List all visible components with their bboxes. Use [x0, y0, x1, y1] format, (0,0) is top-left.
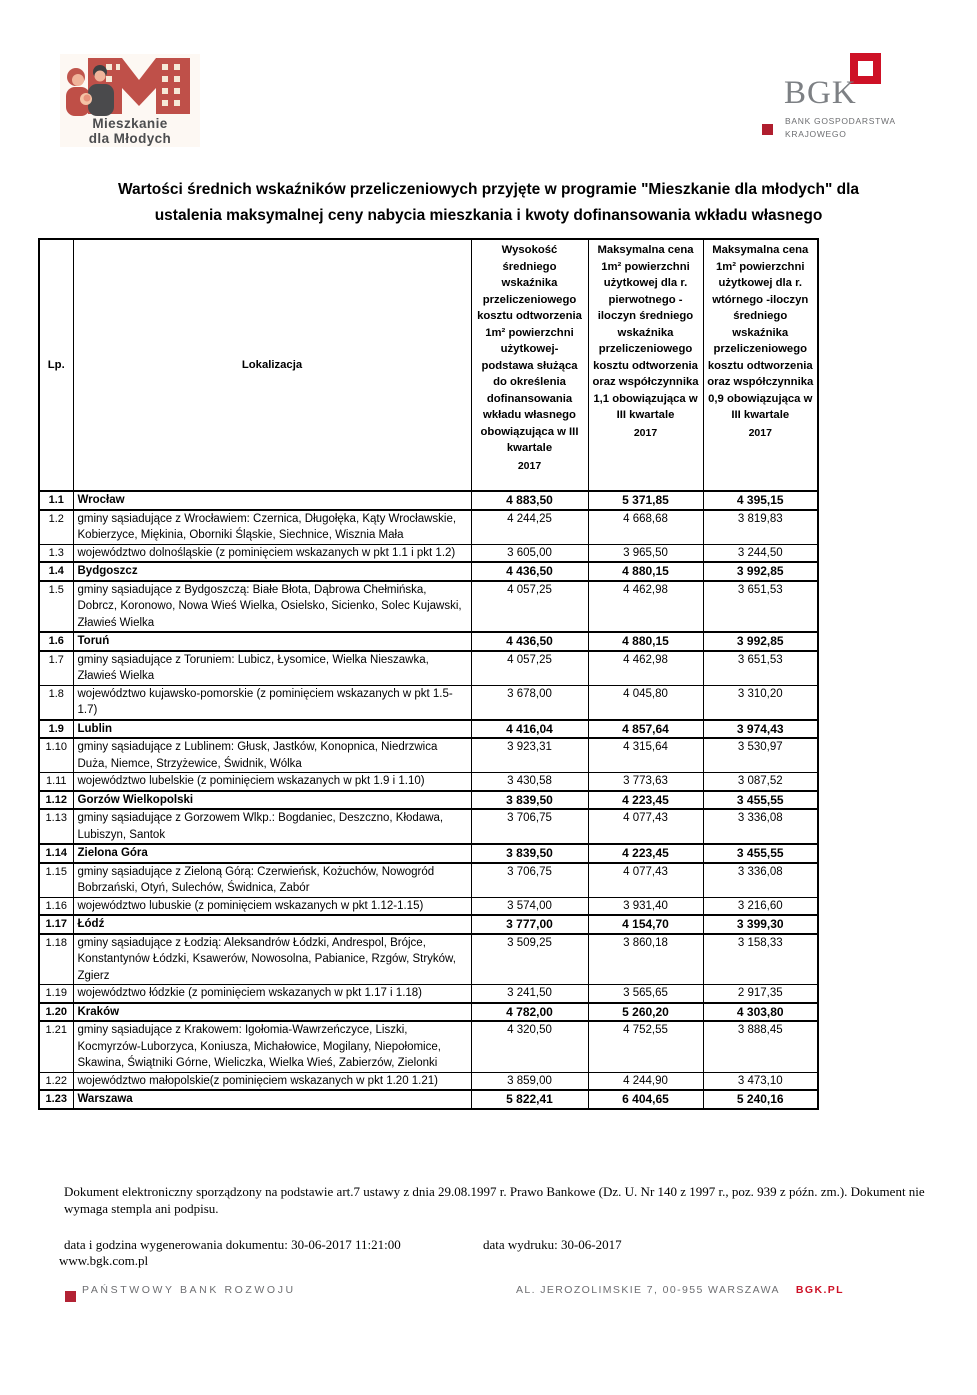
row-value-max-primary: 4 462,98 — [588, 651, 703, 686]
row-value-avg-indicator: 4 320,50 — [471, 1021, 588, 1072]
row-lp: 1.5 — [39, 581, 73, 633]
table-row — [39, 985, 818, 1003]
row-value-max-primary: 3 965,50 — [588, 544, 703, 562]
row-value-avg-indicator: 3 777,00 — [471, 915, 588, 934]
bank-tagline: PAŃSTWOWY BANK ROZWOJU — [82, 1284, 296, 1296]
row-location: województwo kujawsko-pomorskie (z pominięciem wskazanych w pkt 1.5-1.7) — [73, 685, 471, 720]
row-value-max-primary: 4 462,98 — [588, 581, 703, 633]
row-value-max-primary: 5 260,20 — [588, 1003, 703, 1022]
table-header-row — [39, 239, 818, 491]
row-location: gminy sąsiadujące z Bydgoszczą: Białe Błota, Dąbrowa Chełmińska, Dobrcz, Koronowo, Nowa Wieś Wielka, Osielsko, Sicienko, Solec Kujawski, Zławieś Wielka — [73, 581, 471, 633]
row-value-max-primary: 4 045,80 — [588, 685, 703, 720]
row-lp: 1.22 — [39, 1072, 73, 1090]
bank-address: AL. JEROZOLIMSKIE 7, 00-955 WARSZAWA — [515, 1284, 780, 1296]
row-value-max-secondary: 3 888,45 — [703, 1021, 818, 1072]
table-row — [39, 844, 818, 863]
mdm-logo-name-line1: Mieszkanie — [92, 116, 168, 131]
bgk-name-line2: KRAJOWEGO — [785, 128, 847, 139]
table-row — [39, 738, 818, 773]
row-lp: 1.9 — [39, 720, 73, 739]
row-value-avg-indicator: 3 706,75 — [471, 809, 588, 844]
row-value-max-secondary: 3 992,85 — [703, 632, 818, 651]
row-lp: 1.3 — [39, 544, 73, 562]
table-body — [39, 491, 818, 1109]
header-lp: Lp. — [39, 239, 73, 491]
table-row — [39, 1090, 818, 1109]
row-lp: 1.13 — [39, 809, 73, 844]
row-value-max-secondary: 3 087,52 — [703, 773, 818, 791]
row-value-max-primary: 4 880,15 — [588, 562, 703, 581]
row-location: Gorzów Wielkopolski — [73, 791, 471, 810]
row-value-max-secondary: 3 974,43 — [703, 720, 818, 739]
row-value-max-secondary: 3 530,97 — [703, 738, 818, 773]
row-lp: 1.16 — [39, 897, 73, 915]
row-value-max-primary: 4 857,64 — [588, 720, 703, 739]
row-location: Bydgoszcz — [73, 562, 471, 581]
row-lp: 1.17 — [39, 915, 73, 934]
bgk-domain: BGK.PL — [795, 1284, 844, 1296]
table-row — [39, 562, 818, 581]
row-location: Kraków — [73, 1003, 471, 1022]
row-value-max-primary: 3 931,40 — [588, 897, 703, 915]
table-row — [39, 720, 818, 739]
row-value-max-secondary: 3 455,55 — [703, 844, 818, 863]
row-value-avg-indicator: 4 883,50 — [471, 491, 588, 510]
table-row — [39, 581, 818, 633]
row-value-max-primary: 4 315,64 — [588, 738, 703, 773]
row-lp: 1.21 — [39, 1021, 73, 1072]
bgk-name — [785, 115, 896, 141]
row-lp: 1.10 — [39, 738, 73, 773]
row-value-avg-indicator: 4 057,25 — [471, 651, 588, 686]
footer-right — [516, 1284, 844, 1296]
row-value-max-primary: 3 773,63 — [588, 773, 703, 791]
row-location: Toruń — [73, 632, 471, 651]
row-value-max-primary: 4 077,43 — [588, 863, 703, 898]
row-value-max-secondary: 2 917,35 — [703, 985, 818, 1003]
row-lp: 1.20 — [39, 1003, 73, 1022]
legal-note: Dokument elektroniczny sporządzony na podstawie art.7 ustawy z dnia 29.08.1997 r. Prawo Bankowe (Dz. U. Nr 140 z 1997 r., poz. 939 z późn. zm.). Dokument nie wymaga stempla ani podpisu. — [64, 1184, 925, 1216]
row-value-max-primary: 3 565,65 — [588, 985, 703, 1003]
row-location: gminy sąsiadujące z Lublinem: Głusk, Jastków, Konopnica, Niedrzwica Duża, Niemce, Strzyżewice, Świdnik, Wólka — [73, 738, 471, 773]
header-avg-indicator-year: 2017 — [517, 459, 542, 472]
row-lp: 1.12 — [39, 791, 73, 810]
table-row — [39, 934, 818, 985]
row-value-avg-indicator: 3 923,31 — [471, 738, 588, 773]
row-value-avg-indicator: 3 839,50 — [471, 791, 588, 810]
row-location: województwo lubelskie (z pominięciem wskazanych w pkt 1.9 i 1.10) — [73, 773, 471, 791]
row-value-avg-indicator: 4 244,25 — [471, 510, 588, 545]
row-location: gminy sąsiadujące z Gorzowem Wlkp.: Bogdaniec, Deszczno, Kłodawa, Lubiszyn, Santok — [73, 809, 471, 844]
website-url: www.bgk.com.pl — [59, 1253, 149, 1268]
row-value-max-secondary: 3 158,33 — [703, 934, 818, 985]
mdm-logo-icon — [60, 54, 200, 116]
row-location: gminy sąsiadujące z Toruniem: Lubicz, Łysomice, Wielka Nieszawka, Zławieś Wielka — [73, 651, 471, 686]
row-lp: 1.2 — [39, 510, 73, 545]
header-max-secondary-year: 2017 — [748, 426, 772, 439]
row-value-max-secondary: 3 651,53 — [703, 651, 818, 686]
row-lp: 1.23 — [39, 1090, 73, 1109]
row-value-max-primary: 4 223,45 — [588, 844, 703, 863]
row-value-max-secondary: 5 240,16 — [703, 1090, 818, 1109]
document-title-line2: ustalenia maksymalnej ceny nabycia mieszkania i kwoty dofinansowania wkładu własnego — [154, 207, 823, 224]
row-value-max-secondary: 3 336,08 — [703, 863, 818, 898]
row-lp: 1.6 — [39, 632, 73, 651]
print-date: data wydruku: 30-06-2017 — [483, 1237, 622, 1252]
row-value-avg-indicator: 3 574,00 — [471, 897, 588, 915]
table-row — [39, 544, 818, 562]
row-location: gminy sąsiadujące z Krakowem: Igołomia-Wawrzeńczyce, Liszki, Kocmyrzów-Luborzyca, Koniusza, Michałowice, Mogilany, Niepołomice, Skawina, Świątniki Górne, Wieliczka, Wielka Wieś, Zabierzów, Zielonki — [73, 1021, 471, 1072]
table-row — [39, 491, 818, 510]
row-lp: 1.11 — [39, 773, 73, 791]
document-title — [38, 177, 939, 229]
bgk-small-square-icon — [762, 124, 773, 135]
table-row — [39, 632, 818, 651]
row-value-max-secondary: 3 310,20 — [703, 685, 818, 720]
row-value-max-primary: 4 077,43 — [588, 809, 703, 844]
row-value-avg-indicator: 3 839,50 — [471, 844, 588, 863]
row-value-max-primary: 3 860,18 — [588, 934, 703, 985]
row-value-max-secondary: 3 651,53 — [703, 581, 818, 633]
row-value-avg-indicator: 4 436,50 — [471, 562, 588, 581]
table-row — [39, 1072, 818, 1090]
row-value-max-primary: 6 404,65 — [588, 1090, 703, 1109]
mdm-logo-name-line2: dla Młodych — [88, 131, 172, 147]
row-value-max-primary: 4 154,70 — [588, 915, 703, 934]
row-value-max-secondary: 3 244,50 — [703, 544, 818, 562]
mdm-logo — [60, 54, 200, 147]
row-lp: 1.8 — [39, 685, 73, 720]
row-value-max-secondary: 3 455,55 — [703, 791, 818, 810]
row-location: gminy sąsiadujące z Zieloną Górą: Czerwieńsk, Kożuchów, Nowogród Bobrzański, Otyń, Sulechów, Świdnica, Zabór — [73, 863, 471, 898]
row-value-max-secondary: 3 216,60 — [703, 897, 818, 915]
indicators-table — [38, 238, 819, 1110]
row-value-avg-indicator: 3 706,75 — [471, 863, 588, 898]
table-row — [39, 791, 818, 810]
row-location: województwo małopolskie(z pominięciem wskazanych w pkt 1.20 1.21) — [73, 1072, 471, 1090]
header-max-primary — [588, 239, 703, 491]
table-row — [39, 863, 818, 898]
row-value-max-secondary: 3 399,30 — [703, 915, 818, 934]
bgk-name-line1: BANK GOSPODARSTWA — [785, 116, 896, 126]
row-value-max-primary: 4 223,45 — [588, 791, 703, 810]
row-location: Wrocław — [73, 491, 471, 510]
row-location: Zielona Góra — [73, 844, 471, 863]
row-lp: 1.18 — [39, 934, 73, 985]
table-header — [39, 239, 818, 491]
row-value-max-primary: 4 880,15 — [588, 632, 703, 651]
row-value-avg-indicator: 3 430,58 — [471, 773, 588, 791]
row-value-max-secondary: 4 303,80 — [703, 1003, 818, 1022]
header-max-primary-text: Maksymalna cena 1m² powierzchni użytkowej dla r. pierwotnego - iloczyn średniego wskaźnika przeliczeniowego kosztu odtworzenia oraz współczynnika 1,1 obowiązująca w III kwartale — [592, 244, 699, 421]
row-lp: 1.7 — [39, 651, 73, 686]
document-title-line1: Wartości średnich wskaźników przeliczeniowych przyjęte w programie "Mieszkanie dla młodych" dla — [117, 181, 860, 198]
row-value-avg-indicator: 3 605,00 — [471, 544, 588, 562]
row-value-avg-indicator: 3 859,00 — [471, 1072, 588, 1090]
table-row — [39, 1003, 818, 1022]
table-row — [39, 1021, 818, 1072]
table-row — [39, 685, 818, 720]
header-max-secondary-text: Maksymalna cena 1m² powierzchni użytkowej dla r. wtórnego -iloczyn średniego wskaźnika przeliczeniowego kosztu odtworzenia oraz współczynnika 0,9 obowiązująca w III kwartale — [707, 244, 814, 421]
table-row — [39, 809, 818, 844]
table-row — [39, 915, 818, 934]
row-value-max-secondary: 3 473,10 — [703, 1072, 818, 1090]
row-value-avg-indicator: 4 057,25 — [471, 581, 588, 633]
row-value-max-primary: 5 371,85 — [588, 491, 703, 510]
header-avg-indicator-text: Wysokość średniego wskaźnika przeliczeniowego kosztu odtworzenia 1m² powierzchni użytkowej- podstawa służąca do określenia dofinansowania wkładu własnego obowiązująca w III kwartale — [477, 244, 582, 454]
row-value-max-secondary: 3 992,85 — [703, 562, 818, 581]
row-location: gminy sąsiadujące z Łodzią: Aleksandrów Łódzki, Andrespol, Brójce, Konstantynów Łódzki, Ksawerów, Nowosolna, Pabianice, Rzgów, Stryków, Zgierz — [73, 934, 471, 985]
row-value-avg-indicator: 4 416,04 — [471, 720, 588, 739]
row-value-avg-indicator: 5 822,41 — [471, 1090, 588, 1109]
generation-date: data i godzina wygenerowania dokumentu: 30-06-2017 11:21:00 — [64, 1237, 401, 1252]
row-value-max-primary: 4 244,90 — [588, 1072, 703, 1090]
header-location: Lokalizacja — [73, 239, 471, 491]
row-location: gminy sąsiadujące z Wrocławiem: Czernica, Długołęka, Kąty Wrocławskie, Kobierzyce, Miękinia, Oborniki Śląskie, Siechnice, Wisznia Mała — [73, 510, 471, 545]
table-row — [39, 773, 818, 791]
row-value-max-secondary: 3 336,08 — [703, 809, 818, 844]
row-value-avg-indicator: 3 678,00 — [471, 685, 588, 720]
bgk-acronym: BGK — [784, 75, 857, 111]
header-max-secondary — [703, 239, 818, 491]
bgk-logo — [772, 45, 917, 140]
row-location: Warszawa — [73, 1090, 471, 1109]
row-value-max-primary: 4 752,55 — [588, 1021, 703, 1072]
row-value-max-primary: 4 668,68 — [588, 510, 703, 545]
row-lp: 1.1 — [39, 491, 73, 510]
table-row — [39, 651, 818, 686]
row-location: Łódź — [73, 915, 471, 934]
row-location: województwo dolnośląskie (z pominięciem wskazanych w pkt 1.1 i pkt 1.2) — [73, 544, 471, 562]
row-location: Lublin — [73, 720, 471, 739]
row-location: województwo lubuskie (z pominięciem wskazanych w pkt 1.12-1.15) — [73, 897, 471, 915]
footer-red-square-icon — [65, 1291, 76, 1302]
header-max-primary-year: 2017 — [633, 426, 658, 439]
table-row — [39, 510, 818, 545]
row-lp: 1.4 — [39, 562, 73, 581]
row-location: województwo łódzkie (z pominięciem wskazanych w pkt 1.17 i 1.18) — [73, 985, 471, 1003]
row-value-avg-indicator: 3 241,50 — [471, 985, 588, 1003]
row-lp: 1.15 — [39, 863, 73, 898]
row-value-max-secondary: 3 819,83 — [703, 510, 818, 545]
row-value-avg-indicator: 4 436,50 — [471, 632, 588, 651]
row-value-max-secondary: 4 395,15 — [703, 491, 818, 510]
header-avg-indicator — [471, 239, 588, 491]
row-value-avg-indicator: 3 509,25 — [471, 934, 588, 985]
table-row — [39, 897, 818, 915]
row-value-avg-indicator: 4 782,00 — [471, 1003, 588, 1022]
row-lp: 1.19 — [39, 985, 73, 1003]
row-lp: 1.14 — [39, 844, 73, 863]
